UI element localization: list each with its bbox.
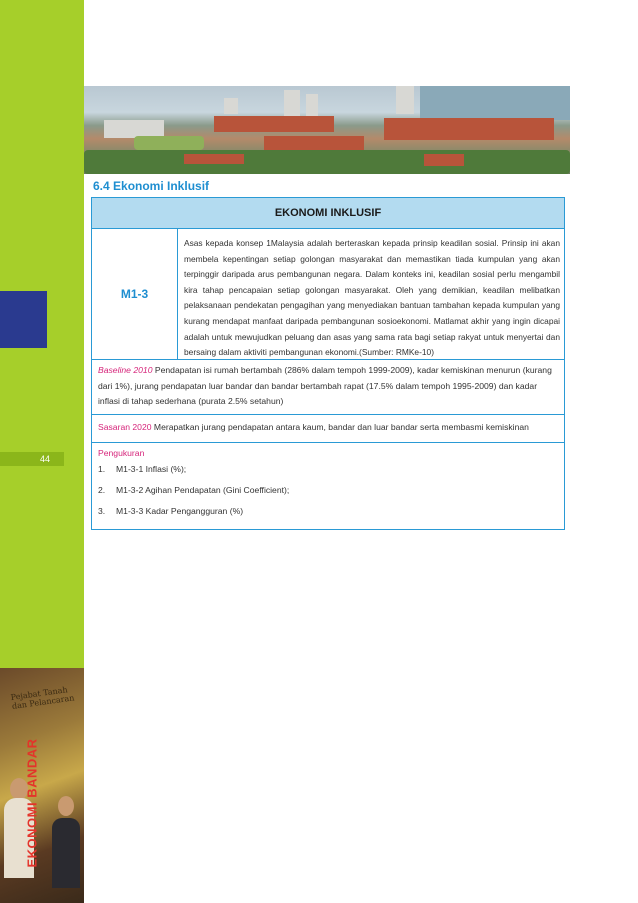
photo-building: [396, 86, 414, 114]
photo-trees: [84, 150, 570, 174]
sasaran-label: Sasaran 2020: [98, 422, 152, 432]
sasaran-row: [91, 414, 565, 443]
page-number: 44: [0, 452, 64, 466]
table-header: EKONOMI INKLUSIF: [91, 197, 565, 229]
photo-field: [134, 136, 204, 150]
city-aerial-photo: [84, 86, 570, 174]
chapter-vertical-label: EKONOMI BANDAR: [24, 738, 40, 868]
photo-building: [284, 90, 300, 116]
indicator-code: M1-3: [91, 228, 178, 360]
photo-person-body: [52, 818, 80, 888]
photo-sea: [420, 86, 570, 120]
photo-rooftops: [184, 154, 244, 164]
indicator-description: Asas kepada konsep 1Malaysia adalah berteraskan kepada prinsip keadilan sosial. Prinsip ini akan membela kepentingan setiap golongan masyarakat dan memastikan tiada kumpulan yang akan terpinggir daripada arus pembangunan negara. Dalam konteks ini, keadilan sosial perlu mengambil kira tahap pencapaian setiap golongan masyarakat. Oleh yang demikian, keadilan melibatkan pelaksanaan pendekatan pengagihan yang menyediakan bantuan tambahan kepada kumpulan yang kurang mendapat manfaat daripada pembangunan sosioekonomi. Matlamat akhir yang ingin dicapai adalah untuk mewujudkan peluang dan asas yang sama rata bagi setiap rakyat untuk menyertai dan bersaing dalam aktiviti pembangunan ekonomi.(Sumber: RMKe-10): [177, 228, 565, 360]
list-item: 2. M1-3-2 Agihan Pendapatan (Gini Coefficient);: [98, 485, 290, 495]
photo-building: [224, 98, 238, 114]
photo-person-head: [58, 796, 74, 816]
photo-rooftops: [264, 136, 364, 150]
pengukuran-label: Pengukuran: [98, 448, 145, 458]
photo-sign-lettering: Pejabat Tanah dan Pelancaran: [10, 685, 75, 711]
pengukuran-row: [91, 442, 565, 530]
photo-rooftops: [384, 118, 554, 140]
photo-rooftops: [214, 116, 334, 132]
photo-building: [306, 94, 318, 116]
baseline-text: Pendapatan isi rumah bertambah (286% dalam tempoh 1999-2009), kadar kemiskinan menurun (kurang dari 1%), jurang pendapatan luar bandar dan bandar bertambah rapat (17.5% dalam tempoh 1995-2009) dan kadar inflasi di tahap sederhana (purata 2.5% setahun): [98, 365, 552, 407]
sidebar-photo: [0, 668, 84, 903]
baseline-row: [91, 359, 565, 415]
baseline-label: Baseline 2010: [98, 365, 153, 375]
list-item: 1. M1-3-1 Inflasi (%);: [98, 464, 187, 474]
list-item: 3. M1-3-3 Kadar Pengangguran (%): [98, 506, 244, 516]
sidebar-blue-tab: [0, 291, 47, 348]
photo-rooftops: [424, 154, 464, 166]
sasaran-text: Merapatkan jurang pendapatan antara kaum, bandar dan luar bandar serta membasmi kemiskinan: [153, 422, 529, 432]
section-title: 6.4 Ekonomi Inklusif: [93, 179, 210, 193]
